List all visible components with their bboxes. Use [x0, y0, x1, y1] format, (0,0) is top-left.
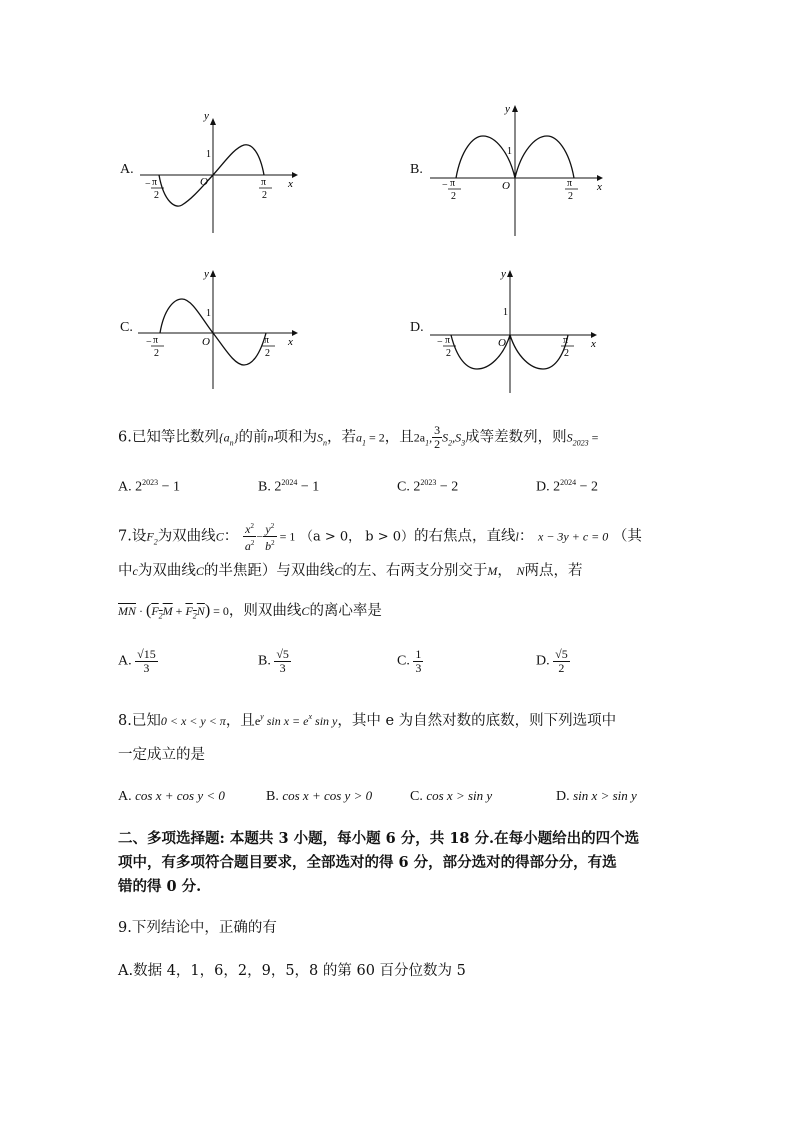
tick-1-label: 1 [206, 149, 211, 160]
origin-label: O [502, 180, 510, 192]
graph-a-label: A. [120, 162, 134, 177]
neg-minus: − [442, 180, 448, 191]
section-2-line-3: 错的得 0 分. [118, 878, 202, 895]
q9-option-a[interactable]: A.数据 4，1，6，2，9，5，8 的第 60 百分位数为 5 [118, 963, 466, 979]
pos-two: 2 [568, 191, 573, 202]
pos-pi: π [567, 178, 573, 189]
q7-option-d[interactable]: D. $\frac{√5}{2}$ [536, 647, 568, 675]
pos-pi: π [261, 177, 267, 188]
graph-c-label: C. [120, 320, 133, 335]
pos-pi: π [563, 335, 569, 346]
q7-option-b[interactable]: B. $\frac{√5}{3}$ [258, 647, 289, 675]
graph-d-label: D. [410, 320, 424, 335]
curve-b-right [515, 136, 574, 178]
y-axis-label: y [204, 110, 209, 122]
y-axis-label: y [501, 268, 506, 280]
y-arrow [210, 270, 216, 277]
x-axis-label: x [288, 178, 293, 190]
tick-1-label: 1 [507, 146, 512, 157]
q6-option-c[interactable]: C. $2^{2023} - 2$ [397, 478, 459, 495]
neg-pi: π [450, 178, 456, 189]
y-arrow [512, 105, 518, 112]
neg-pi: π [152, 177, 158, 188]
q8-option-c[interactable]: C. cos x > sin y [410, 788, 493, 804]
pos-pi: π [264, 335, 270, 346]
curve-d-right [510, 335, 568, 369]
question-8-line-2: 一定成立的是 [118, 747, 205, 763]
neg-minus: − [145, 179, 151, 190]
tick-1-label: 1 [503, 307, 508, 318]
neg-two: 2 [154, 348, 159, 359]
x-axis-label: x [591, 338, 596, 350]
q6-option-d[interactable]: D. $2^{2024} - 2$ [536, 478, 599, 495]
graph-c [130, 265, 310, 395]
neg-two: 2 [446, 348, 451, 359]
curve-b-left [456, 136, 515, 178]
neg-pi: π [445, 335, 451, 346]
neg-pi: π [153, 335, 159, 346]
origin-label: O [498, 337, 506, 349]
y-arrow [507, 270, 513, 277]
question-7-line-1: 7.设$F_2$为双曲线C： $\frac{x^2}{a^2}$ − $\frac{y^2}{b^2}$ = 1 （a > 0， b > 0）的右焦点，直线l： x − 3y + c = 0 （其 [118, 522, 642, 553]
graph-b [425, 100, 615, 240]
y-axis-label: y [204, 268, 209, 280]
q6-option-a[interactable]: A. $2^{2023} - 1$ [118, 478, 181, 495]
neg-minus: − [437, 337, 443, 348]
x-axis-label: x [597, 181, 602, 193]
graph-d [425, 265, 615, 395]
question-6-stem: 6.已知等比数列$\{a_n\}$的前n项和为$S_n$，若$a_1 = 2$，且$2a_1$, $\frac{3}{2}$ $S_2,S_3$成等差数列，则$S_{2023}$ = [118, 423, 599, 451]
q6-option-b[interactable]: B. $2^{2024} - 1$ [258, 478, 320, 495]
q7-option-a[interactable]: A. $\frac{√15}{3}$ [118, 647, 156, 675]
question-8-line-1: 8.已知0 < x < y < π，且$e^y$ $\sin x = e^x$ sin y，其中 e 为自然对数的底数，则下列选项中 [118, 712, 617, 729]
q8-option-a[interactable]: A. cos x + cos y < 0 [118, 788, 225, 804]
neg-two: 2 [154, 190, 159, 201]
section-2-line-2: 项中，有多项符合题目要求，全部选对的得 6 分，部分选对的得部分分，有选 [118, 854, 617, 871]
neg-two: 2 [451, 191, 456, 202]
x-arrow [292, 330, 298, 336]
y-axis-label: y [505, 103, 510, 115]
q8-option-d[interactable]: D. sin x > sin y [556, 788, 637, 804]
origin-label: O [200, 176, 208, 188]
section-2-line-1: 二、多项选择题: 本题共 3 小题，每小题 6 分，共 18 分.在每小题给出的四个选 [118, 830, 640, 847]
neg-minus: − [146, 337, 152, 348]
question-9-stem: 9.下列结论中，正确的有 [118, 920, 277, 936]
origin-label: O [202, 336, 210, 348]
pos-two: 2 [265, 348, 270, 359]
question-7-line-2: 中c为双曲线C的半焦距）与双曲线C的左、右两支分别交于M， N两点，若 [118, 563, 583, 579]
graph-b-label: B. [410, 162, 423, 177]
graph-a [130, 105, 310, 235]
x-arrow [292, 172, 298, 178]
y-arrow [210, 118, 216, 125]
tick-1-label: 1 [206, 308, 211, 319]
x-axis-label: x [288, 336, 293, 348]
q8-option-b[interactable]: B. cos x + cos y > 0 [266, 788, 373, 804]
q7-option-c[interactable]: C. $\frac{1}{3}$ [397, 647, 422, 675]
question-7-line-3: $\overline{MN} \cdot (F_2M + F_2N) = 0$，则双曲线C的离心率是 [118, 602, 382, 621]
pos-two: 2 [564, 348, 569, 359]
pos-two: 2 [262, 190, 267, 201]
